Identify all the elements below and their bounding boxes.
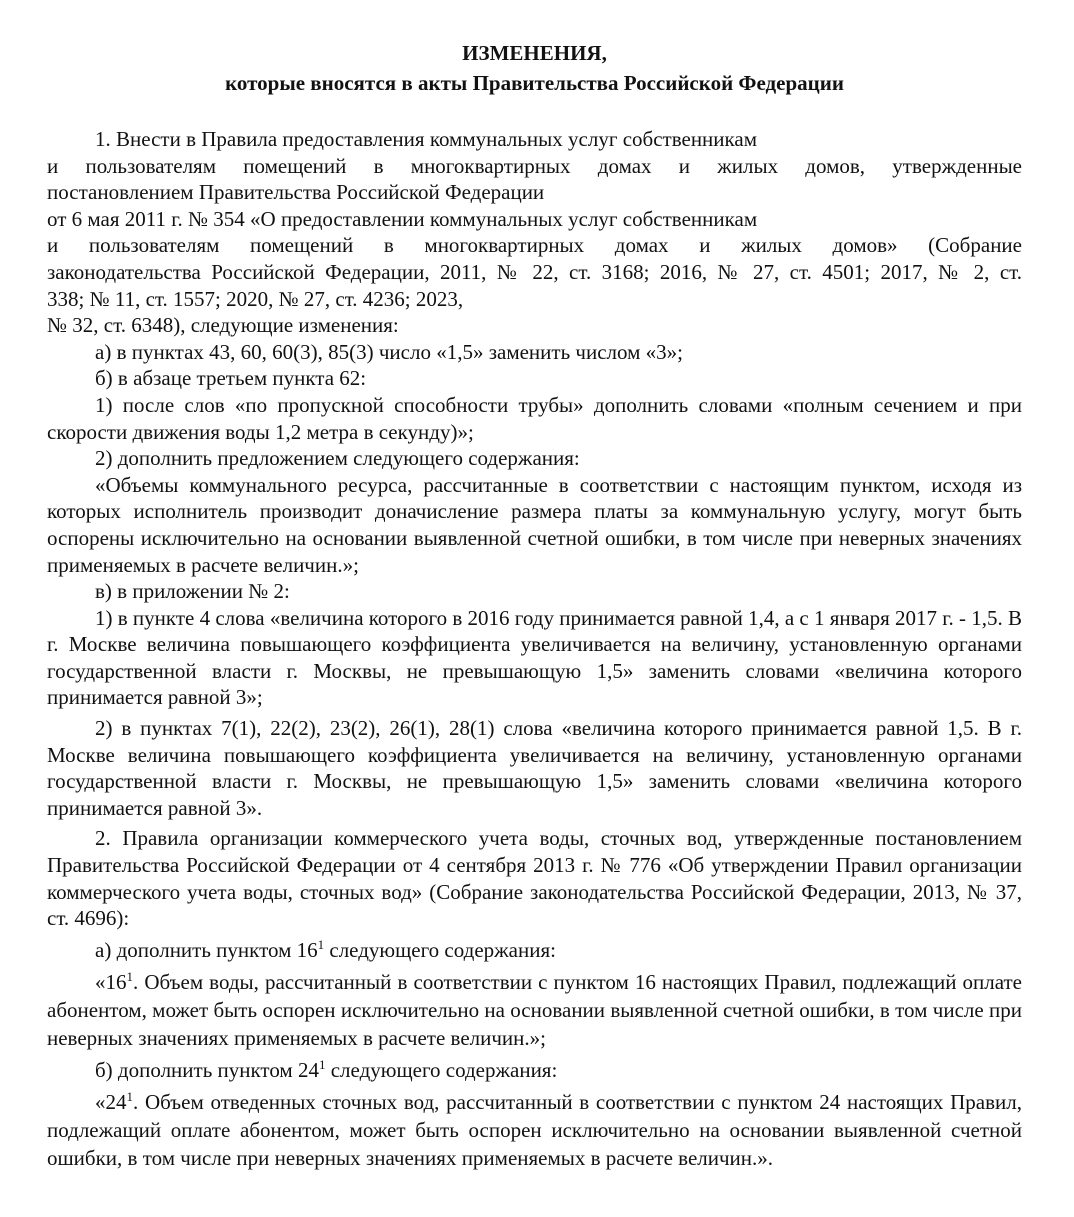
- item1-subitem-b2: 2) дополнить предложением следующего содержания:: [95, 446, 580, 471]
- item2-subitem-a: [47, 936, 1022, 964]
- item1-intro-line-7: 338; № 11, ст. 1557; 2020, № 27, ст. 4236; 2023,: [47, 286, 464, 311]
- item2-intro: 2. Правила организации коммерческого учета воды, сточных вод, утвержденные постановлением Правительства Российской Федерации от 4 сентября 2013 г. № 776 «Об утверждении Правил организации коммерческого учета воды, сточных вод» (Собрание законодательства Российской Федерации, 2013, № 37, ст. 4696):: [47, 826, 1022, 931]
- item1-subitem-v1: 1) в пункте 4 слова «величина которого в 2016 году принимается равной 1,4, а с 1 января 2017 г. - 1,5. В г. Москве величина повышающего коэффициента увеличивается на величину, установленную органами государственной власти г. Москвы, не превышающую 1,5» заменить словами «величина которого принимается равной 3»;: [47, 605, 1022, 710]
- item1-intro-line-1: 1. Внести в Правила предоставления коммунальных услуг собственникам: [95, 127, 758, 151]
- item1-intro-line-3: постановлением Правительства Российской Федерации: [47, 180, 545, 205]
- item1-intro-line-5: и пользователям помещений в многоквартирных домах и жилых домов» (Собрание: [47, 233, 1022, 258]
- item2-subitem-b: [47, 1056, 1022, 1084]
- item1-subitem-a: а) в пунктах 43, 60, 60(3), 85(3) число «1,5» заменить числом «3»;: [95, 339, 683, 364]
- item2-subitem-a-superscript: 1: [317, 936, 325, 952]
- item2-subitem-a-quote: [47, 968, 1022, 1052]
- item2-subitem-b-superscript: 1: [318, 1056, 326, 1072]
- item2-subitem-b-quote: [47, 1088, 1022, 1172]
- item1-subitem-b1: 1) после слов «по пропускной способности трубы» дополнить словами «полным сечением и при скорости движения воды 1,2 метра в секунду)»;: [47, 392, 1022, 444]
- item1-intro-line-4: от 6 мая 2011 г. № 354 «О предоставлении коммунальных услуг собственникам: [47, 206, 758, 231]
- item2-subitem-a-quote-superscript: 1: [126, 968, 133, 984]
- item1-subitem-b: б) в абзаце третьем пункта 62:: [95, 366, 367, 391]
- item1-intro-line-2: и пользователям помещений в многоквартирных домах и жилых домов, утвержденные: [47, 153, 1022, 178]
- item2-subitem-b-text-end: следующего содержания:: [325, 1057, 558, 1082]
- document-title: [47, 38, 1022, 98]
- item1-intro-line-6: законодательства Российской Федерации, 2011, № 22, ст. 3168; 2016, № 27, ст. 4501; 2017, № 2, ст.: [47, 259, 1022, 284]
- item1-subitem-b2-quote: «Объемы коммунального ресурса, рассчитанные в соответствии с настоящим пунктом, исходя из которых исполнитель производит доначисление размера платы за коммунальную услугу, могут быть оспорены исключительно на основании выявленной счетной ошибки, в том числе при неверных значениях применяемых в расчете величин.»;: [47, 472, 1022, 577]
- item1-intro-line-8: № 32, ст. 6348), следующие изменения:: [47, 313, 399, 338]
- item1-subitem-v2: 2) в пунктах 7(1), 22(2), 23(2), 26(1), 28(1) слова «величина которого принимается равной 1,5. В г. Москве величина повышающего коэффициента увеличивается на величину, установленную органами государственной власти г. Москвы, не превышающую 1,5» заменить словами «величина которого принимается равной 3».: [47, 716, 1022, 820]
- item2-subitem-b-quote-start: «24: [95, 1089, 127, 1114]
- item2-subitem-a-quote-start: «16: [95, 969, 127, 994]
- item2-subitem-b-quote-text: . Объем отведенных сточных вод, рассчитанный в соответствии с пунктом 24 настоящих Правил, подлежащий оплате абонентом, может быть оспорен исключительно на основании выявленной счетной ошибки, в том числе при неверных значениях применяемых в расчете величин.».: [47, 1089, 1022, 1170]
- item2-subitem-a-quote-text: . Объем воды, рассчитанный в соответствии с пунктом 16 настоящих Правил, подлежащий оплате абонентом, может быть оспорен исключительно на основании выявленной счетной ошибки, в том числе при неверных значениях применяемых в расчете величин.»;: [47, 969, 1022, 1050]
- item1-subitem-v: в) в приложении № 2:: [95, 579, 290, 604]
- item2-subitem-b-text: б) дополнить пунктом 24: [95, 1057, 319, 1082]
- item2-subitem-b-quote-superscript: 1: [126, 1088, 133, 1104]
- document-body: [47, 126, 1022, 1172]
- item2-subitem-a-text-end: следующего содержания:: [324, 937, 556, 962]
- item2-subitem-a-text: а) дополнить пунктом 16: [95, 937, 318, 962]
- title-line-2: которые вносятся в акты Правительства Российской Федерации: [225, 71, 844, 95]
- title-line-1: ИЗМЕНЕНИЯ,: [462, 41, 607, 65]
